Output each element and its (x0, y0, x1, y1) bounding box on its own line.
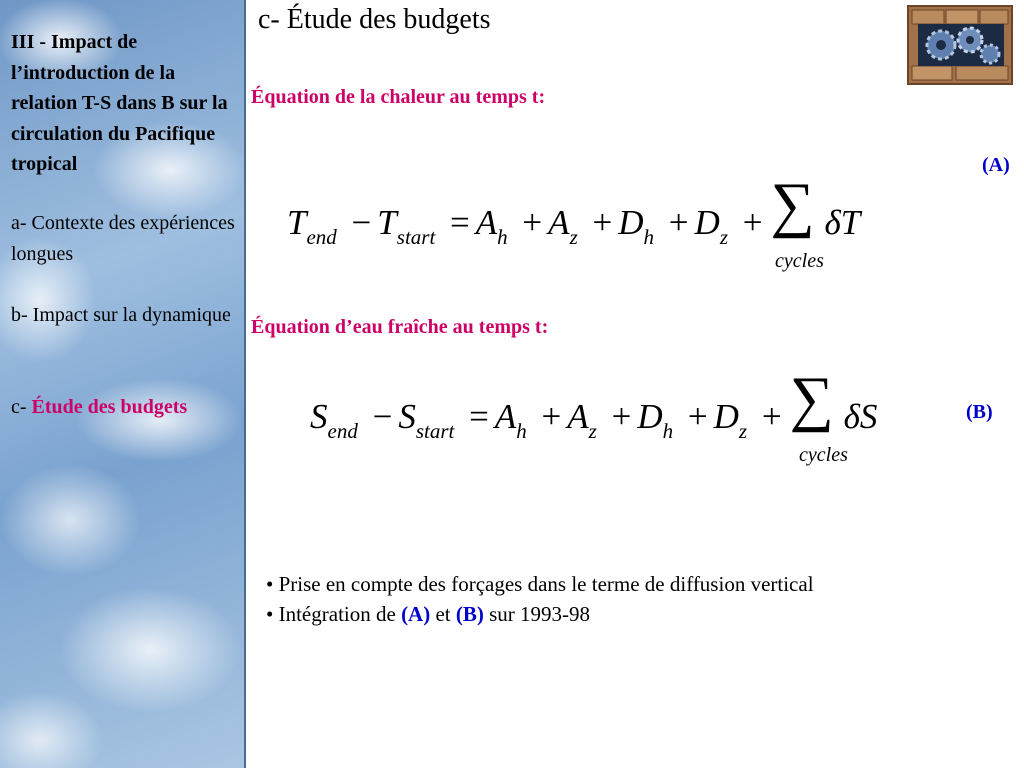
page-title: c- Étude des budgets (258, 4, 491, 35)
heat-equation-heading: Équation de la chaleur au temps t: (251, 86, 546, 108)
eq-sum-wrap (769, 171, 825, 239)
bullet-integration-prefix: • Intégration de (266, 602, 402, 626)
eq-var: S (859, 397, 878, 436)
eq-sub-h: h (497, 225, 508, 249)
eq-plus: + (592, 203, 613, 242)
eq-term-a: A (475, 203, 498, 242)
eq-delta: δ (843, 397, 860, 436)
eq-var: S (398, 397, 416, 436)
eq-equals: = (469, 397, 489, 436)
eq-plus: + (611, 397, 632, 436)
eq-term-d: D (637, 397, 663, 436)
eq-sum-wrap (788, 365, 844, 433)
sidebar-panel (0, 0, 246, 768)
eq-var: T (377, 203, 397, 242)
eq-var: T (287, 203, 307, 242)
eq-plus: + (541, 397, 562, 436)
bullet-ref-b: (B) (455, 602, 484, 626)
eq-delta: δ (824, 203, 841, 242)
sidebar-item-dynamics: b- Impact sur la dynamique (11, 304, 231, 326)
eq-term-a: A (548, 203, 570, 242)
eq-minus: − (372, 397, 393, 436)
eq-sub-end: end (327, 419, 358, 443)
water-equation (310, 365, 878, 444)
bullet-integration (266, 599, 814, 629)
equation-label-a: (A) (982, 154, 1010, 176)
sidebar-item-budgets-prefix: c- (11, 396, 32, 418)
eq-sub-end: end (306, 225, 337, 249)
eq-sub-h: h (516, 419, 527, 443)
sidebar-item-budgets-label: Étude des budgets (31, 396, 188, 418)
eq-term-a: A (567, 397, 589, 436)
eq-equals: = (450, 203, 470, 242)
sum-symbol: ∑ (770, 171, 815, 239)
eq-term-d: D (618, 203, 644, 242)
bullet-ref-a: (A) (401, 602, 431, 626)
eq-term-d: D (713, 397, 739, 436)
heat-equation (287, 171, 861, 250)
eq-sub-start: start (415, 419, 455, 443)
bullet-integration-suffix: sur 1993-98 (483, 602, 591, 626)
sidebar-title: III - Impact de l’introduction de la relation T-S dans B sur la circulation du Pacifique tropical (11, 31, 228, 175)
eq-sub-z: z (569, 225, 578, 249)
eq-sub-z: z (588, 419, 597, 443)
eq-var: T (840, 203, 861, 242)
gears-logo-icon (906, 4, 1014, 86)
eq-sub-z: z (738, 419, 748, 443)
eq-plus: + (522, 203, 543, 242)
bullet-integration-mid: et (430, 602, 456, 626)
sidebar-item-budgets (11, 392, 241, 423)
sidebar-item-context: a- Contexte des expériences longues (11, 212, 235, 265)
eq-plus: + (687, 397, 708, 436)
bullet-list (266, 569, 814, 629)
eq-sub-z: z (719, 225, 728, 249)
eq-sub-start: start (396, 225, 436, 249)
eq-var: S (310, 397, 328, 436)
eq-minus: − (351, 203, 372, 242)
eq-sub-h: h (662, 419, 674, 443)
water-equation-heading: Équation d’eau fraîche au temps t: (251, 316, 549, 338)
sum-under-cycles: cycles (775, 250, 824, 272)
bullet-forcing: • Prise en compte des forçages dans le terme de diffusion vertical (266, 572, 814, 596)
eq-term-a: A (494, 397, 517, 436)
sum-symbol: ∑ (789, 365, 834, 433)
equation-label-b: (B) (966, 401, 993, 423)
sum-under-cycles: cycles (799, 444, 848, 466)
eq-plus: + (742, 203, 763, 242)
eq-sub-h: h (643, 225, 655, 249)
eq-term-d: D (694, 203, 720, 242)
eq-plus: + (668, 203, 689, 242)
eq-plus: + (761, 397, 782, 436)
